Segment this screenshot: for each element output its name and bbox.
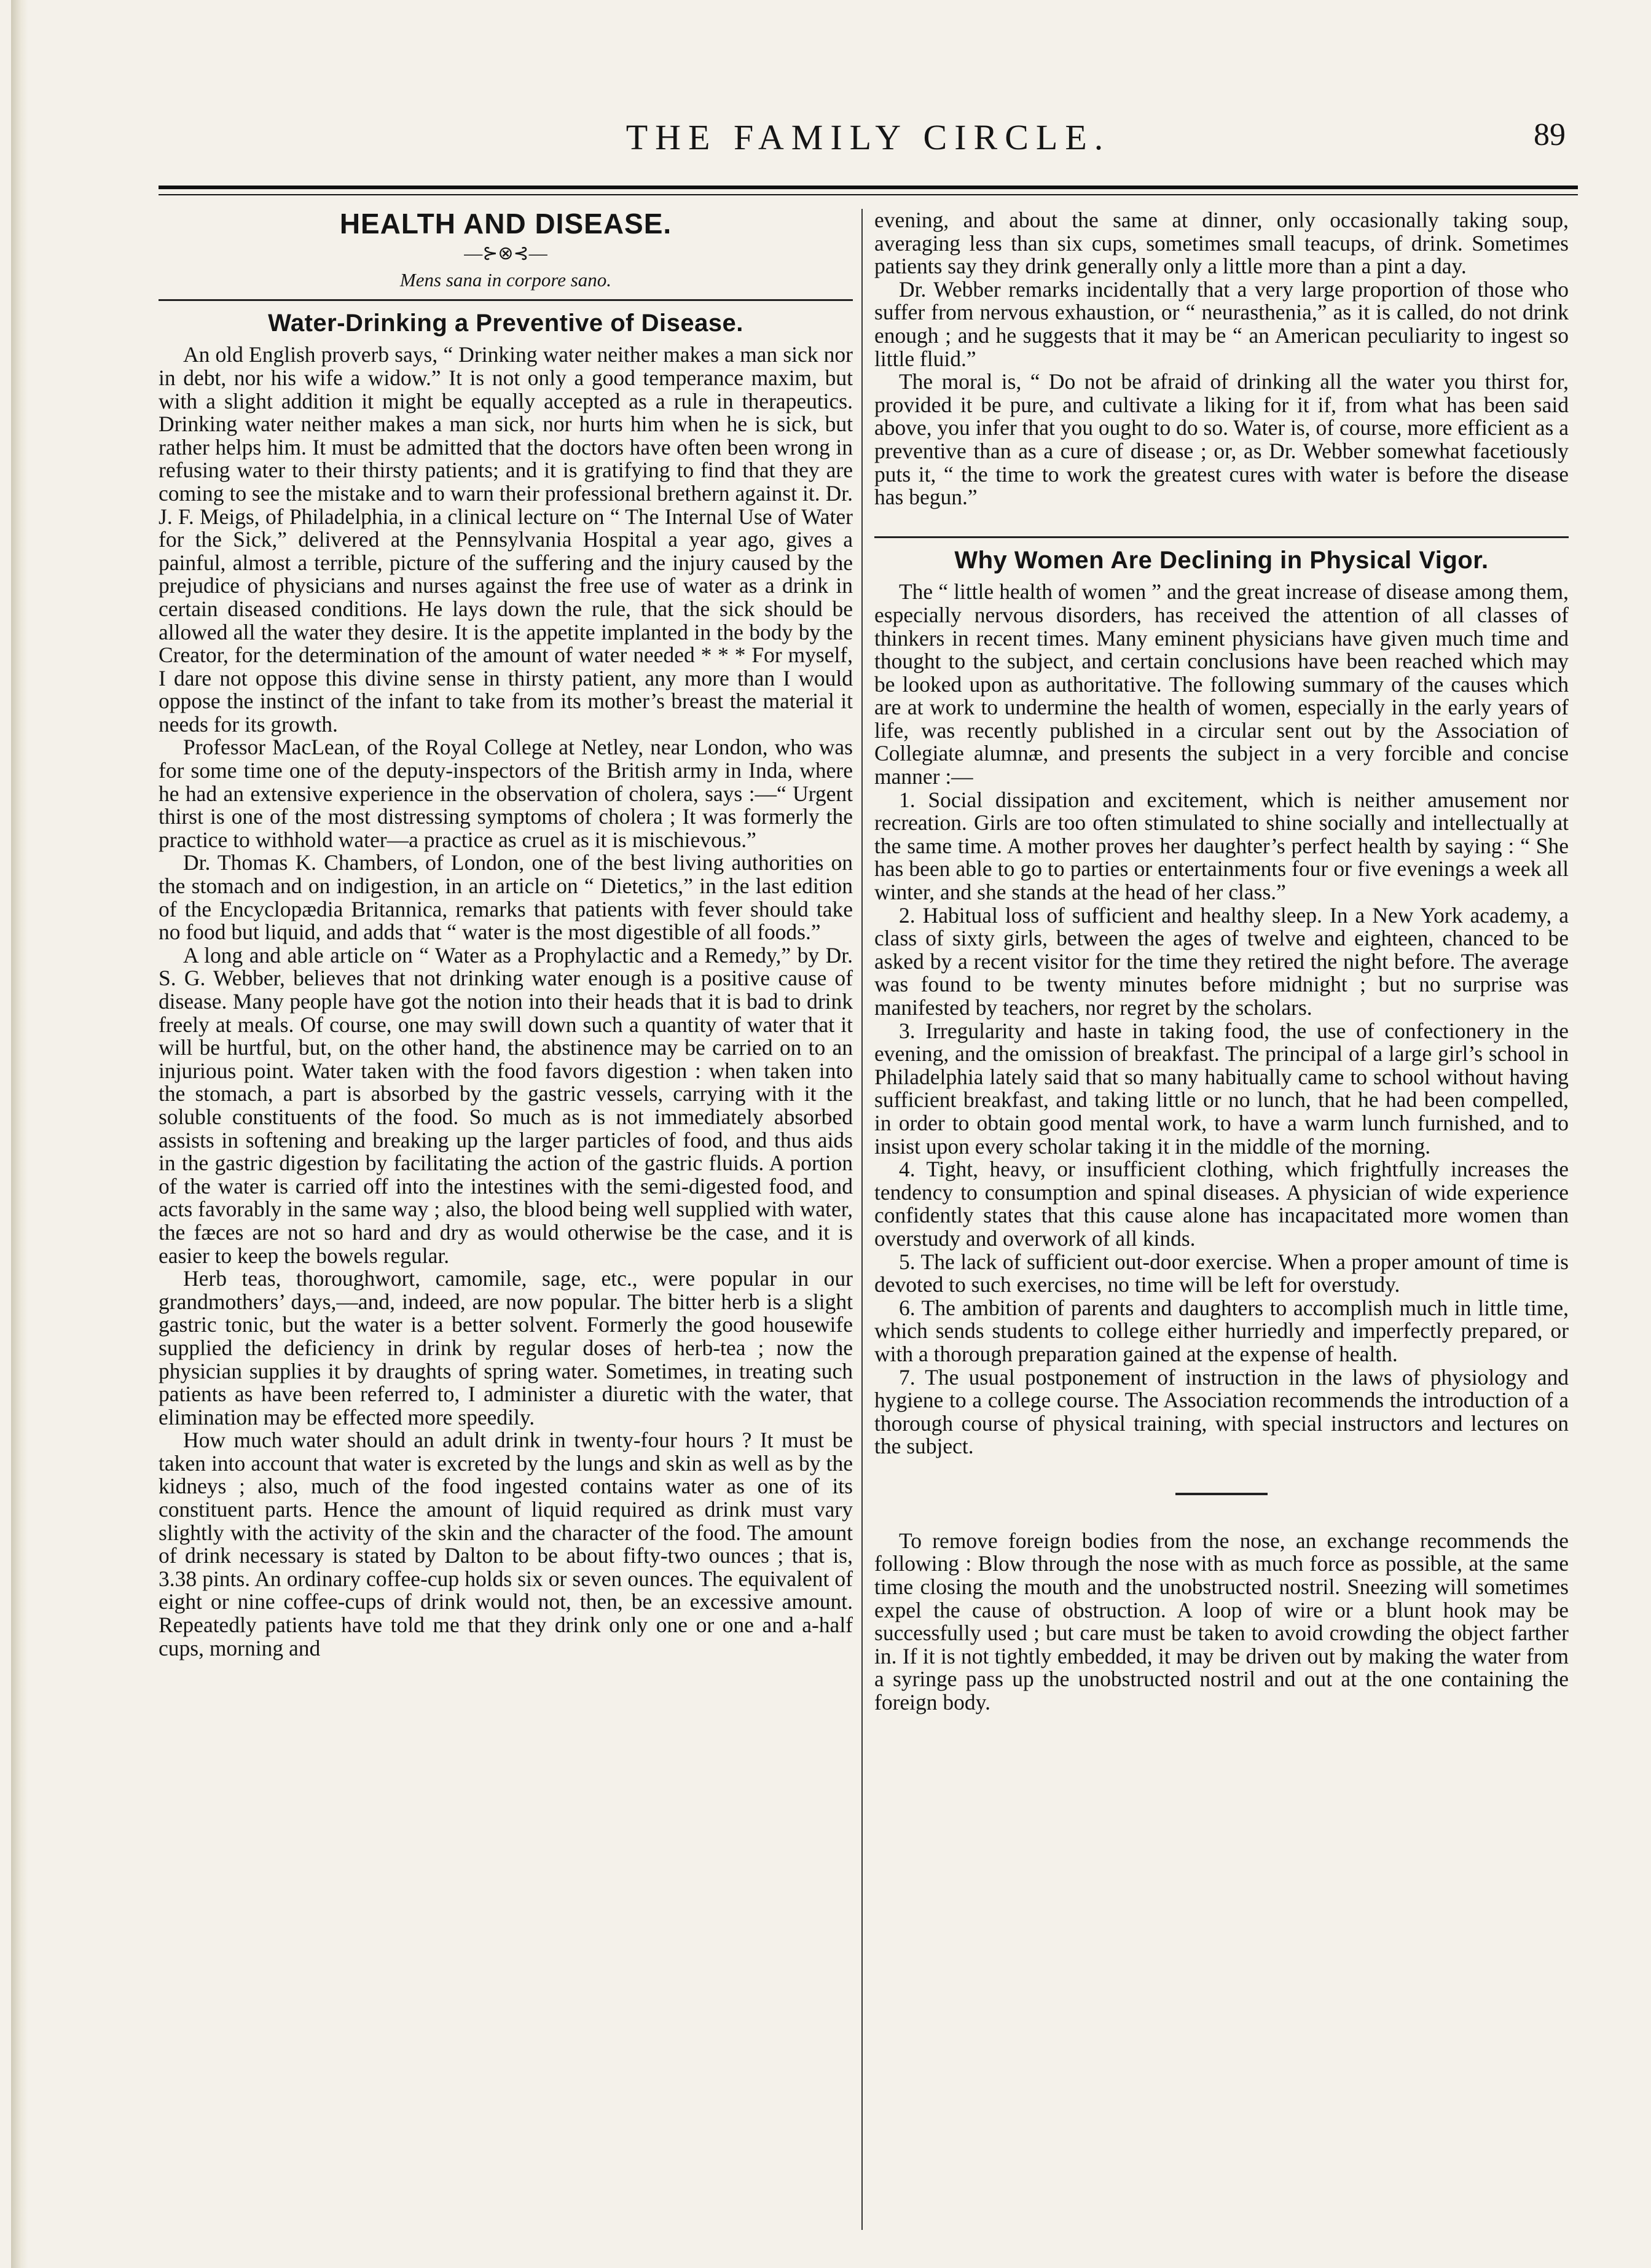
list-item: 4. Tight, heavy, or insufficient clothing, which frightfully increases the tendency to consumption and spinal diseases. A physician of wide experience confidently states that this cause alone has incapacitated more women than overstudy and overwork of all kinds. xyxy=(874,1157,1569,1251)
section-rule xyxy=(159,299,853,301)
column-divider xyxy=(861,209,863,2230)
article-paragraph: Professor MacLean, of the Royal College at Netley, near London, who was for some time one of the deputy-inspectors of the British army in Inda, where he had an extensive experience in the observation of cholera, says :—“ Urgent thirst is one of the most distressing symptoms of cholera ; It was formerly the practice to withhold water—a practice as cruel as it is mischievous.” xyxy=(159,735,853,852)
article-continuation: evening, and about the same at dinner, only occasionally taking soup, averaging less than six cups, sometimes small teacups, of drink. Sometimes patients say they drink generally only a little more than a pint a day. xyxy=(874,209,1569,279)
article-paragraph: Herb teas, thoroughwort, camomile, sage, etc., were popular in our grandmothers’ days,—and, indeed, are now popular. The bitter herb is a slight gastric tonic, but the water is a better solvent. Formerly the good housewife supplied the deficiency in drink by regular doses of herb-tea ; now the physician supplies it by draughts of spring water. Sometimes, in treating such patients as have been referred to, I administer a diuretic with the water, that elimination may be effected more speedily. xyxy=(159,1266,853,1429)
page-number: 89 xyxy=(1534,117,1566,152)
article-paragraph: How much water should an adult drink in twenty-four hours ? It must be taken into account that water is excreted by the lungs and skin as well as by the kidneys ; also, much of the food ingested contains water as one of its constituent parts. Hence the amount of liquid required as drink must vary slightly with the activity of the skin and the character of the food. The amount of drink necessary is stated by Dalton to be about fifty-two ounces ; that is, 3.38 pints. An ordinary coffee-cup holds six or seven ounces. The equivalent of eight or nine coffee-cups of drink would not, then, be an excessive amount. Repeatedly patients have told me that they drink only one or one and a-half cups, morning and xyxy=(159,1428,853,1660)
list-item: 2. Habitual loss of sufficient and healthy sleep. In a New York academy, a class of sixty girls, between the ages of twelve and eighteen, chanced to be asked by a recent visitor for the time they retired the night before. The average was found to be twenty minutes before midnight ; but no surprise was manifested by teachers, nor regret by the scholars. xyxy=(874,902,1569,1020)
article-paragraph-nose: To remove foreign bodies from the nose, an exchange recommends the following : Blow through the nose with as much force as possible, at the same time closing the mouth and the unobstructed nostril. Sneezing will sometimes expel the cause of obstruction. A loop of wire or a blunt hook may be successfully used ; but care must be taken to avoid crowding the object farther in. If it is not tightly embedded, it may be driven out by making the water from a syringe pass up the unobstructed nostril and out at the one containing the foreign body. xyxy=(874,1528,1569,1715)
list-item: 6. The ambition of parents and daughters to accomplish much in little time, which sends students to college either hurriedly and imperfectly prepared, or with a thorough preparation gained at the expense of health. xyxy=(874,1295,1569,1366)
list-item: 7. The usual postponement of instruction in the laws of physiology and hygiene to a college course. The Association recommends the introduction of a thorough course of physical training, with special instructors and lectures on the subject. xyxy=(874,1364,1569,1459)
left-column xyxy=(159,209,853,2236)
list-item: 5. The lack of sufficient out-door exercise. When a proper amount of time is devoted to such exercises, no time will be left for overstudy. xyxy=(874,1249,1569,1297)
article-paragraph: Dr. Thomas K. Chambers, of London, one of the best living authorities on the stomach and on indigestion, in an article on “ Dietetics,” in the last edition of the Encyclopædia Britannica, remarks that patients with fever should take no food but liquid, and adds that “ water is the most digestible of all foods.” xyxy=(159,850,853,945)
section-flourish: —⊱⊗⊰— xyxy=(464,243,547,264)
article-paragraph: The moral is, “ Do not be afraid of drinking all the water you thirst for, provided it be pure, and cultivate a liking for it if, from what has been said above, you infer that you ought to do so. Water is, of course, more efficient as a preventive than as a cure of disease ; or, as Dr. Webber somewhat facetiously puts it, “ the time to work the greatest cures with water is before the disease has begun.” xyxy=(874,369,1569,510)
magazine-page xyxy=(159,92,1578,2230)
article-paragraph: Dr. Webber remarks incidentally that a very large proportion of those who suffer from nervous exhaustion, or “ neurasthenia,” as it is called, do not drink enough ; and he suggests that it may be “ an American peculiarity to ingest so little fluid.” xyxy=(874,276,1569,371)
list-item: 3. Irregularity and haste in taking food, the use of confectionery in the evening, and the omission of breakfast. The principal of a large girl’s school in Philadelphia lately said that so many habitually came to school without having sufficient breakfast, and taking little or no lunch, that he had been compelled, in order to obtain good mental work, to have a warm lunch furnished, and to insist upon every scholar taking it in the middle of the morning. xyxy=(874,1018,1569,1159)
section-title: HEALTH AND DISEASE. xyxy=(339,209,672,240)
page-header xyxy=(159,117,1578,172)
article-paragraph: The “ little health of women ” and the great increase of disease among them, especially nervous disorders, has received the attention of all classes of thinkers in recent times. Many eminent physicians have given much time and thought to the subject, and certain conclusions have been reached which may be looked upon as authoritative. The following summary of the causes which are at work to undermine the health of women, especially in the early years of life, was recently published in a circular sent out by the Association of Collegiate alumnæ, and presents the subject in a very forcible and concise manner :— xyxy=(874,579,1569,789)
short-separator-rule xyxy=(1175,1493,1268,1495)
section-motto: Mens sana in corpore sano. xyxy=(399,269,612,291)
article-title-women-vigor: Why Women Are Declining in Physical Vigor. xyxy=(954,546,1489,574)
header-rule-thick xyxy=(159,186,1578,189)
article-paragraph: An old English proverb says, “ Drinking water neither makes a man sick nor in debt, nor his wife a widow.” It is not only a good temperance maxim, but with a slight addition it might be equally accepted as a rule in therapeutics. Drinking water neither makes a man sick, nor hurts him when he is sick, but rather helps him. It must be admitted that the doctors have often been wrong in refusing water to their thirsty patients; and it is gratifying to find that they are coming to see the mistake and to warn their professional brethern against it. Dr. J. F. Meigs, of Philadelphia, in a clinical lecture on “ The Internal Use of Water for the Sick,” delivered at the Pennsylvania Hospital a year ago, gives a painful, almost a terrible, picture of the suffering and the injury caused by the prejudice of physicians and nurses against the free use of water as a drink in certain diseased conditions. He lays down the rule, that the sick should be allowed all the water they desire. It is the appetite implanted in the body by the Creator, for the determination of the amount of water needed * * * For myself, I dare not oppose this divine sense in thirsty patient, any more than I would oppose the instinct of the infant to take from its mother’s breast the material it needs for its growth. xyxy=(159,342,853,737)
list-item: 1. Social dissipation and excitement, which is neither amusement nor recreation. Girls are too often stimulated to shine socially and intellectually at the same time. A mother proves her daughter’s perfect health by saying : “ She has been able to go to parties or entertainments four or five evenings a week all winter, and she stands at the head of her class.” xyxy=(874,787,1569,905)
page-binding-edge xyxy=(11,0,28,2268)
article-title-water-drinking: Water-Drinking a Preventive of Disease. xyxy=(268,309,743,337)
right-column xyxy=(874,209,1569,2236)
article-paragraph: A long and able article on “ Water as a Prophylactic and a Remedy,” by Dr. S. G. Webber, believes that not drinking water enough is a positive cause of disease. Many people have got the notion into their heads that it is bad to drink freely at meals. Of course, one may swill down such a quantity of water that it will be hurtful, but, on the other hand, the abstinence may be carried on to an injurious point. Water taken with the food favors digestion : when taken into the stomach, a part is absorbed by the gastric vessels, carrying with it the soluble constituents of the food. So much as is not immediately absorbed assists in softening and breaking up the larger particles of food, and thus aids in the gastric digestion by facilitating the action of the gastric fluids. A portion of the water is carried off into the intestines with the semi-digested food, and acts favorably in the same way ; also, the blood being well supplied with water, the fæces are not so hard and dry as would otherwise be the case, and it is easier to keep the bowels regular. xyxy=(159,942,853,1268)
article-separator-rule xyxy=(874,536,1569,538)
running-title: THE FAMILY CIRCLE. xyxy=(625,117,1111,157)
header-rule-thin xyxy=(159,194,1578,195)
